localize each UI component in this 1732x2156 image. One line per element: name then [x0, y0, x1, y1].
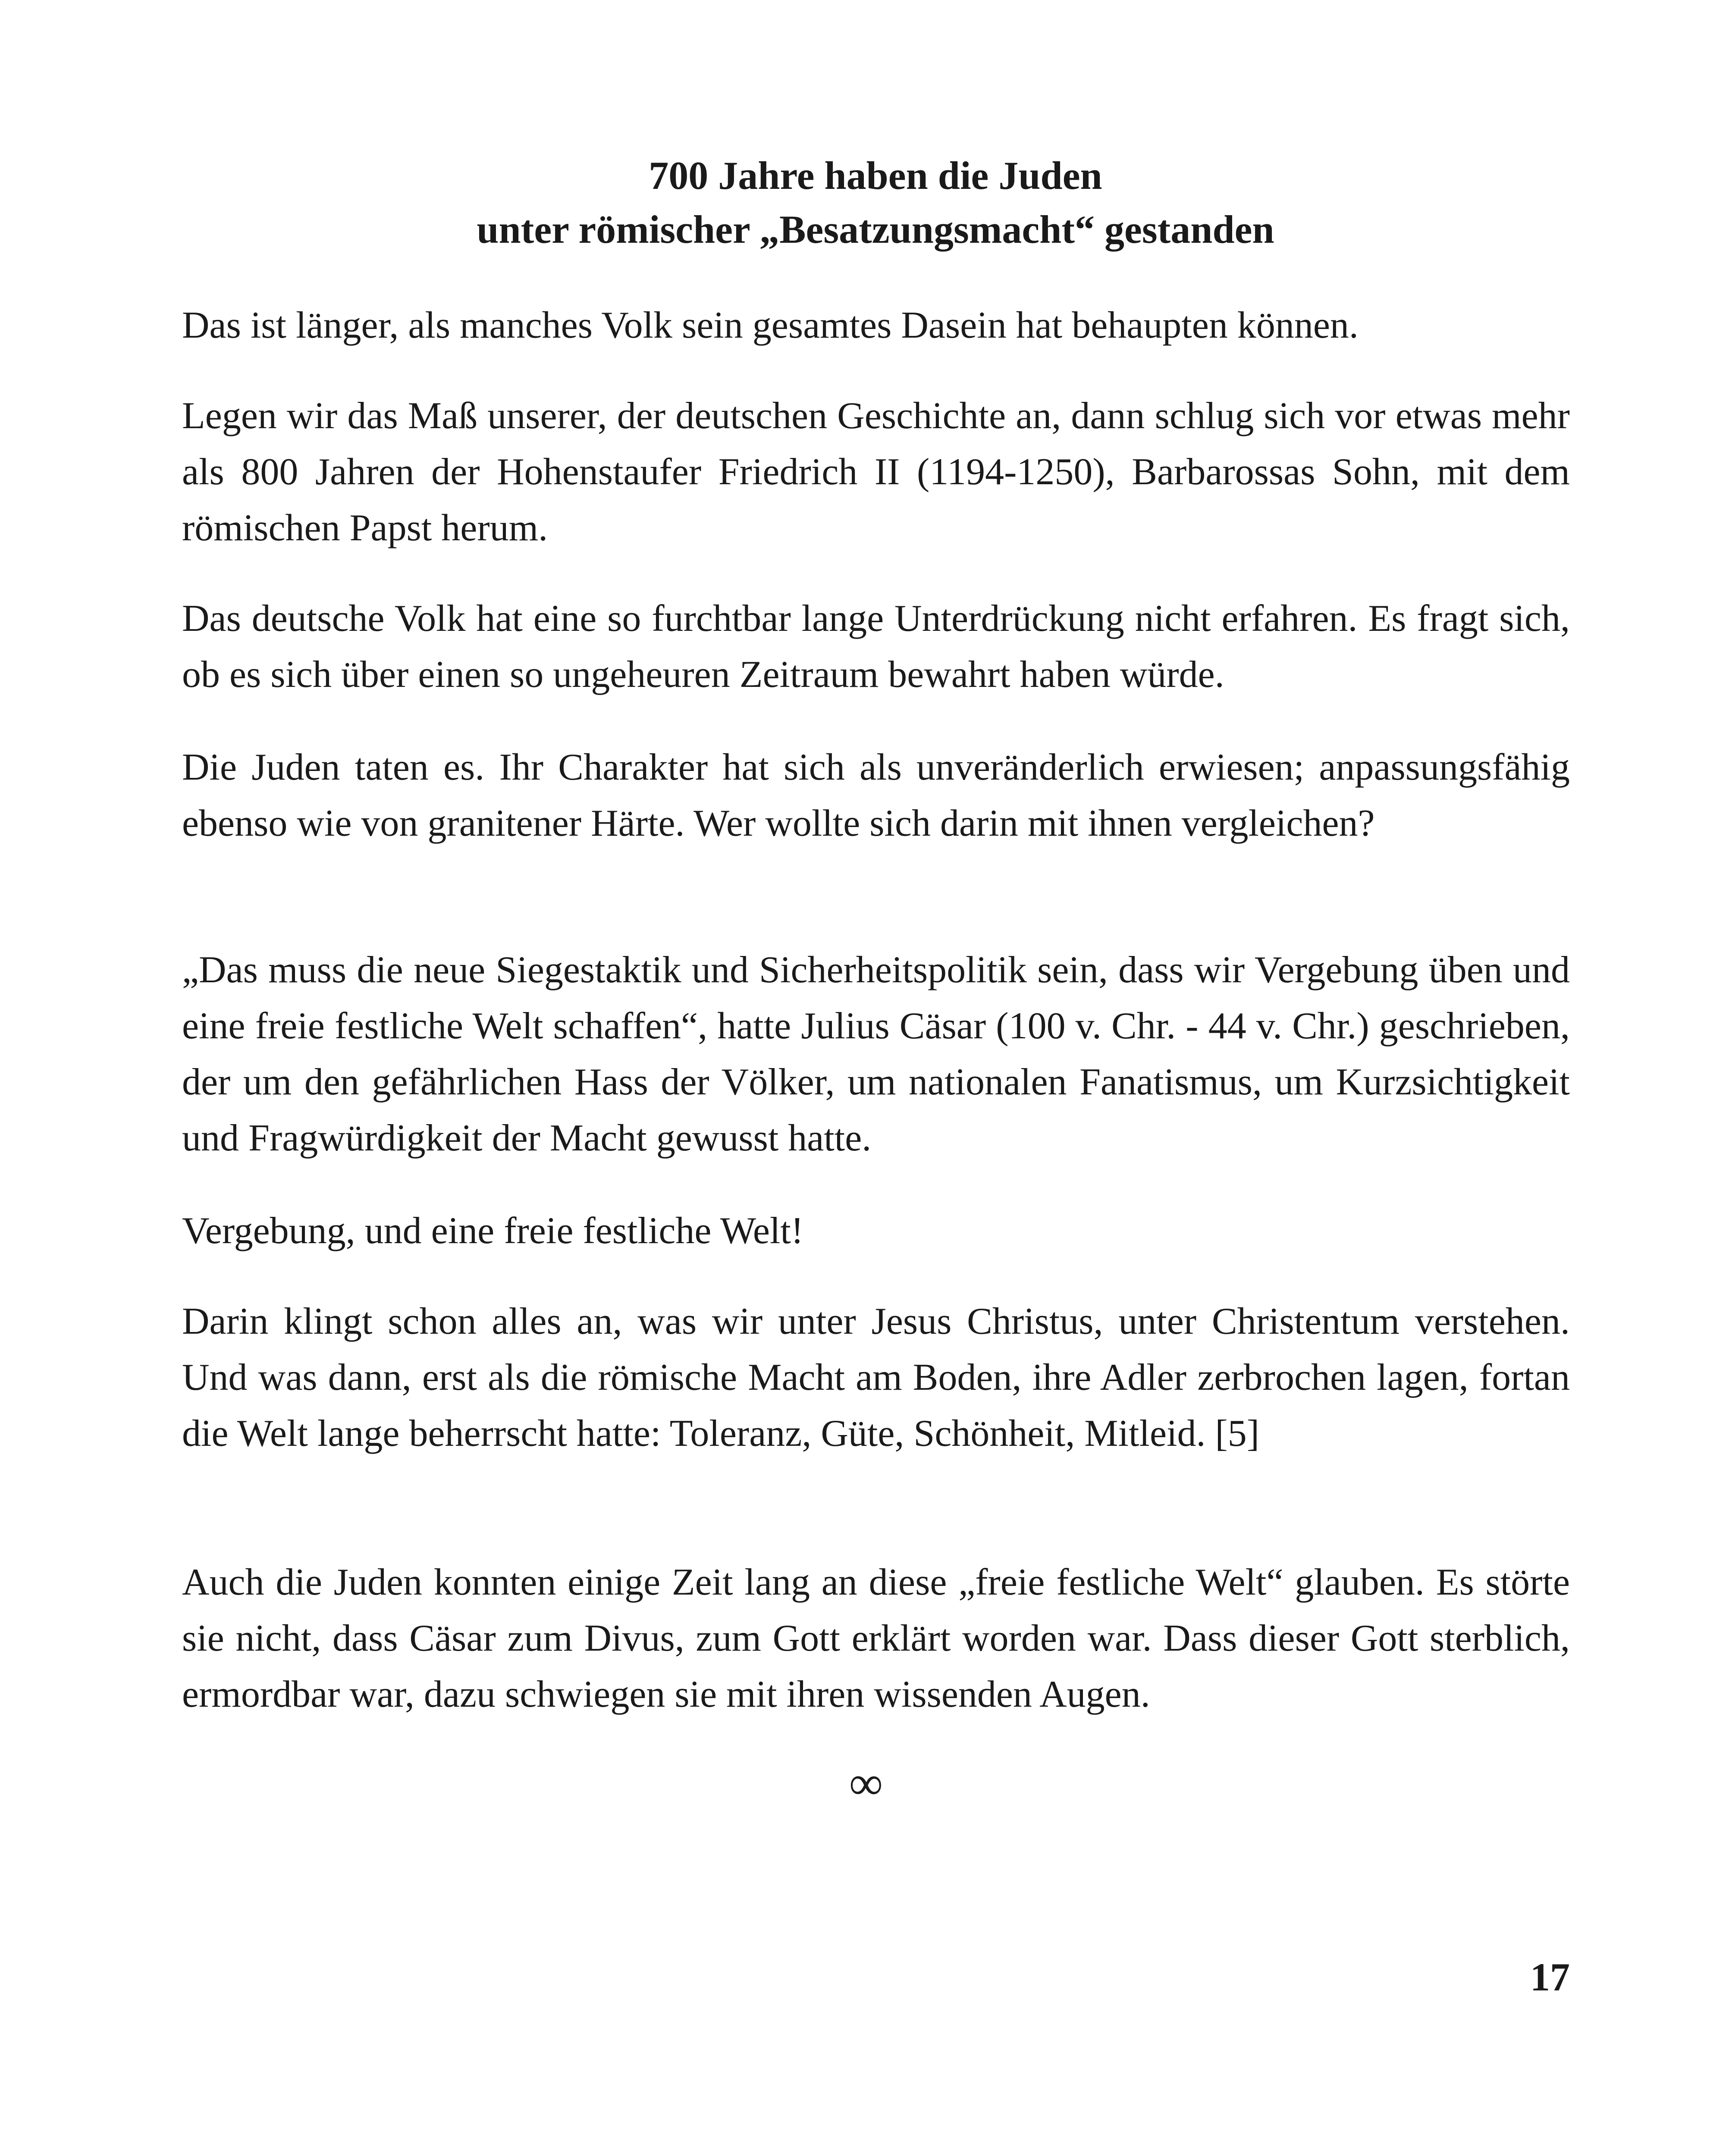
paragraph-4: Die Juden taten es. Ihr Charakter hat sich als unveränderlich erwiesen; anpassungsfähig ebenso wie von granitener Härte. Wer wollte sich darin mit ihnen vergleichen?: [182, 746, 1570, 844]
chapter-heading: [181, 149, 1570, 257]
paragraph-3: Das deutsche Volk hat eine so furchtbar lange Unterdrückung nicht erfahren. Es fragt sich, ob es sich über einen so ungeheuren Zeitraum bewahrt haben würde.: [182, 598, 1570, 696]
heading-line-2: unter römischer „Besatzungsmacht“ gestanden: [477, 207, 1274, 251]
heading-line-1: 700 Jahre haben die Juden: [649, 154, 1102, 197]
paragraph-1: Das ist länger, als manches Volk sein gesamtes Dasein hat behaupten können.: [182, 304, 1359, 346]
paragraph-8: Auch die Juden konnten einige Zeit lang an diese „freie festliche Welt“ glauben. Es störte sie nicht, dass Cäsar zum Divus, zum Gott erklärt worden war. Dass dieser Gott sterblich, ermordbar war, dazu schwiegen sie mit ihren wissenden Augen.: [182, 1561, 1570, 1715]
infinity-ornament-icon: ∞: [849, 1757, 883, 1809]
paragraph-6: Vergebung, und eine freie festliche Welt!: [182, 1210, 804, 1252]
paragraph-5: „Das muss die neue Siegestaktik und Sicherheitspolitik sein, dass wir Vergebung üben und eine freie festliche Welt schaffen“, hatte Julius Cäsar (100 v. Chr. - 44 v. Chr.) geschrieben, der um den gefährlichen Hass der Völker, um nationalen Fanatismus, um Kurzsichtigkeit und Fragwürdigkeit der Macht gewusst hatte.: [182, 949, 1570, 1159]
paragraph-2: Legen wir das Maß unserer, der deutschen Geschichte an, dann schlug sich vor etwas mehr als 800 Jahren der Hohenstaufer Friedrich II (1194-1250), Barbarossas Sohn, mit dem römischen Papst herum.: [182, 395, 1570, 549]
page-number: 17: [1530, 1955, 1570, 1999]
paragraph-7: Darin klingt schon alles an, was wir unter Jesus Christus, unter Christentum verstehen. Und was dann, erst als die römische Macht am Boden, ihre Adler zerbrochen lagen, fortan die Welt lange beherrscht hatte: Toleranz, Güte, Schönheit, Mitleid. [5]: [182, 1300, 1570, 1454]
